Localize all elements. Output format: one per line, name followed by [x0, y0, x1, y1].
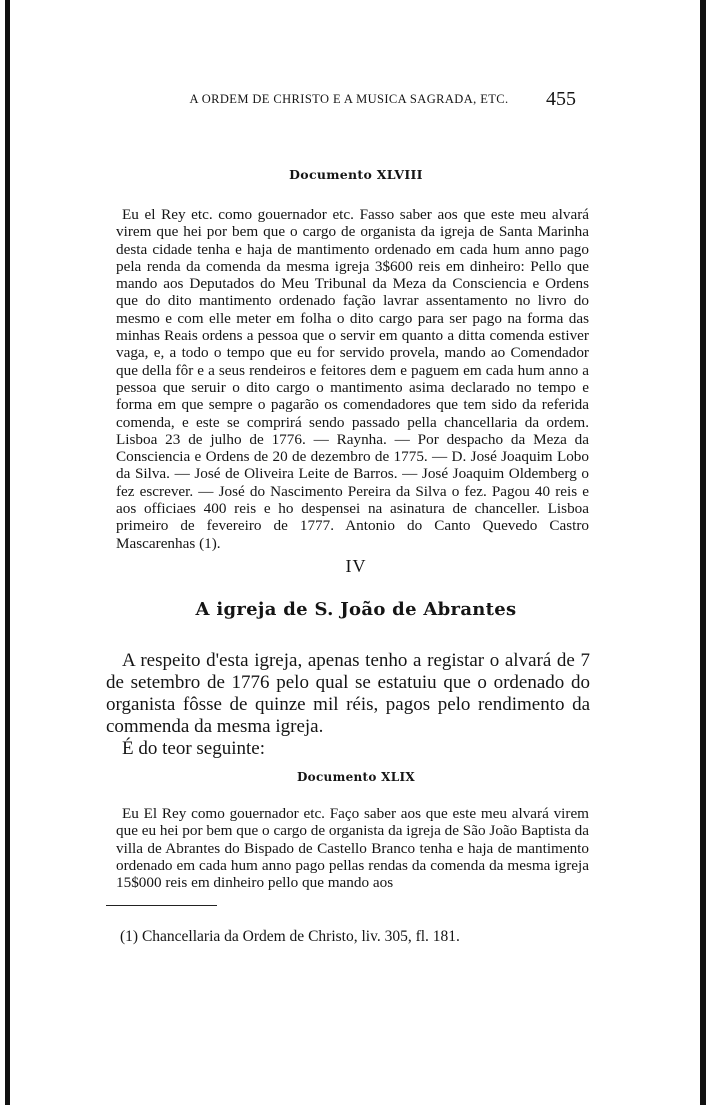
document-49-heading: Documento XLIX	[296, 770, 416, 784]
section-title: A igreja de S. João de Abrantes	[195, 599, 517, 620]
footnote: (1) Chancellaria da Ordem de Christo, liv. 305, fl. 181.	[120, 928, 460, 945]
document-49-paragraph: Eu El Rey como gouernador etc. Faço saber aos que este meu alvará virem que eu hei por bem que o cargo de organista da igreja de São João Baptista da villa de Abrantes do Bispado de Castello Branco tenha e haja de mantimento ordenado em cada hum anno pago pellas rendas da comenda da mesma igreja 15$000 reis em dinheiro pello que mando aos	[116, 805, 589, 892]
footnote-rule	[106, 905, 217, 906]
running-title: A ORDEM DE CHRISTO E A MUSICA SAGRADA, ETC.	[189, 92, 509, 106]
section-body	[106, 650, 590, 760]
section-paragraph-2: É do teor seguinte:	[122, 738, 265, 759]
document-48-text-block	[116, 206, 589, 552]
page-number: 455	[546, 88, 576, 110]
document-48-heading: Documento XLVIII	[289, 167, 423, 182]
document-48-paragraph: Eu el Rey etc. como gouernador etc. Fasso saber aos que este meu alvará virem que hei por bem que o cargo de organista da igreja de Santa Marinha desta cidade tenha e haja de mantimento ordenado em cada hum anno pago pela renda da comenda da mesma igreja 3$600 reis em dinheiro: Pello que mando aos Deputados do Meu Tribunal da Meza da Consciencia e Ordens que do dito mantimento ordenado fação lavrar assentamento no livro do mesmo e com elle meter em folha o dito cargo para ser pago na forma das minhas Reais ordens a pessoa que o servir em quanto a ditta comenda estiver vaga, e, a todo o tempo que eu for servido provela, mando ao Comendador que della fôr e a seus rendeiros e feitores dem e paguem em cada hum anno a pessoa que seruir o dito cargo o mantimento asima declarado no tempo e forma em que sempre o pagarão os comendadores que tem sido da referida comenda, e este se comprirá sendo passado pella chancellaria da ordem. Lisboa 23 de julho de 1776. — Raynha. — Por despacho da Meza da Consciencia e Ordens de 20 de dezembro de 1775. — D. José Joaquim Lobo da Silva. — José de Oliveira Leite de Barros. — José Joaquim Oldemberg o fez escrever. — José do Nascimento Pereira da Silva o fez. Pagou 40 reis e aos officiaes 400 reis e ho despensei na asinatura de chanceller. Lisboa primeiro de fevereiro de 1777. Antonio do Canto Quevedo Castro Mascarenhas (1).	[116, 206, 589, 552]
scan-edge-right	[700, 0, 706, 1105]
section-paragraph-1: A respeito d'esta igreja, apenas tenho a registar o alvará de 7 de setembro de 1776 pelo qual se estatuiu que o ordenado do organista fôsse de quinze mil réis, pagos pelo rendimento da commenda da mesma igreja.	[106, 650, 590, 737]
section-numeral: IV	[345, 556, 367, 576]
document-49-text-block	[116, 805, 589, 891]
